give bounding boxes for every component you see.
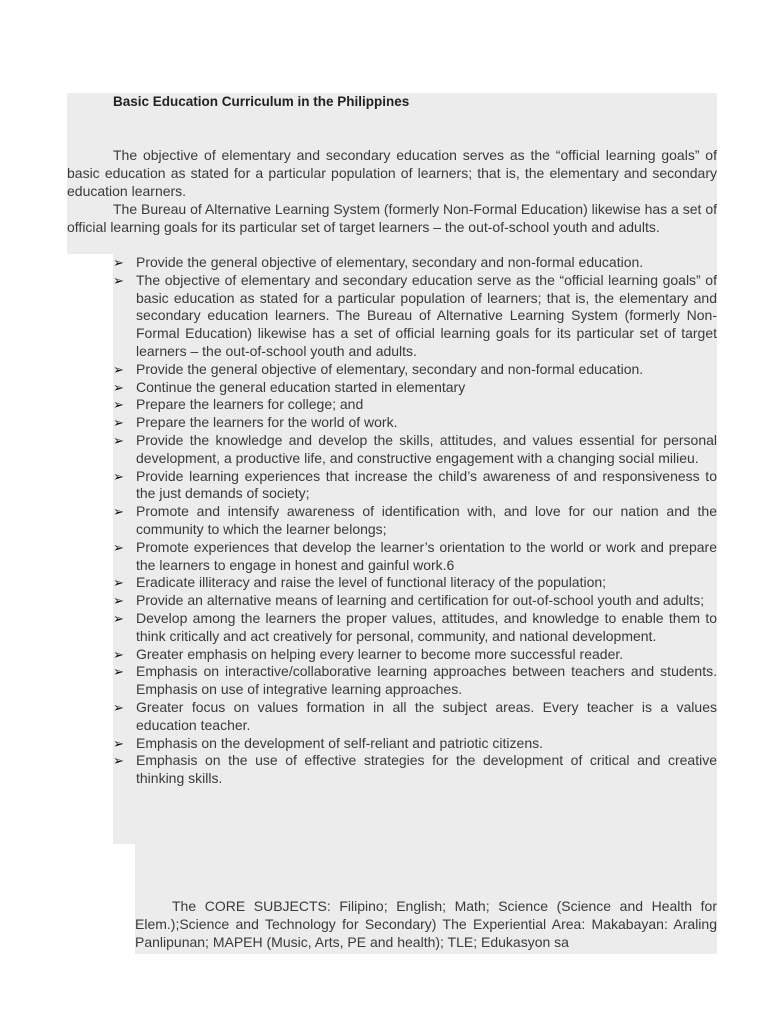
arrow-bullet-icon: ➢: [113, 379, 124, 395]
list-item: [113, 699, 717, 735]
list-item: [113, 432, 717, 468]
list-item: [113, 574, 717, 592]
arrow-bullet-icon: ➢: [113, 735, 124, 751]
list-item: [113, 735, 717, 753]
arrow-bullet-icon: ➢: [113, 593, 124, 609]
list-item: [113, 414, 717, 432]
als-paragraph: The Bureau of Alternative Learning System (formerly Non-Formal Education) likewise has a set of official learning goals for its particular set of target learners – the out-of-school youth and adults.: [67, 201, 717, 235]
list-item: [113, 254, 717, 272]
list-item-text: Provide the knowledge and develop the skills, attitudes, and values essential for personal development, a productive life, and constructive engagement with a changing social milieu.: [136, 431, 717, 466]
arrow-bullet-icon: ➢: [113, 272, 124, 288]
list-item: [113, 539, 717, 575]
arrow-bullet-icon: ➢: [113, 664, 124, 680]
list-item-text: Provide learning experiences that increase the child’s awareness of and responsiveness to the just demands of society;: [136, 467, 717, 502]
list-item-text: Continue the general education started in elementary: [136, 378, 466, 395]
arrow-bullet-icon: ➢: [113, 255, 124, 270]
list-item-text: Provide the general objective of elementary, secondary and non-formal education.: [136, 360, 644, 377]
list-item-text: Greater emphasis on helping every learner to become more successful reader.: [136, 645, 624, 662]
arrow-bullet-icon: ➢: [113, 432, 124, 448]
list-item: [113, 663, 717, 699]
list-item: [113, 503, 717, 539]
arrow-bullet-icon: ➢: [113, 397, 124, 413]
list-item: [113, 646, 717, 664]
core-subjects-paragraph: The CORE SUBJECTS: Filipino; English; Math; Science (Science and Health for Elem.);Science and Technology for Secondary) The Experiential Area: Makabayan: Araling Panlipunan; MAPEH (Music, Arts, PE and health); TLE; Edukasyon sa: [135, 898, 717, 950]
arrow-bullet-icon: ➢: [113, 361, 124, 377]
arrow-bullet-icon: ➢: [113, 610, 124, 626]
list-item-text: Emphasis on the development of self-reliant and patriotic citizens.: [136, 734, 543, 751]
arrow-bullet-icon: ➢: [113, 504, 124, 520]
list-item: [113, 396, 717, 414]
list-item-text: The objective of elementary and secondary education serve as the “official learning goals” of basic education as stated for a particular population of learners; that is, the elementary and secondary education learners. The Bureau of Alternative Learning System (formerly Non-Formal Education) likewise has a set of official learning goals for its particular set of target learners – the out-of-school youth and adults.: [136, 271, 717, 359]
list-item: [113, 752, 717, 788]
list-item: [113, 361, 717, 379]
list-item-text: Greater focus on values formation in all the subject areas. Every teacher is a values education teacher.: [136, 698, 717, 733]
list-item-text: Develop among the learners the proper values, attitudes, and knowledge to enable them to think critically and act creatively for personal, community, and national development.: [136, 609, 717, 644]
list-item-text: Promote and intensify awareness of identification with, and love for our nation and the community to which the learner belongs;: [136, 503, 717, 537]
objectives-list: [113, 254, 717, 788]
list-item-text: Provide the general objective of elementary, secondary and non-formal education.: [136, 254, 644, 270]
list-item-text: Provide an alternative means of learning and certification for out-of-school youth and adults;: [136, 592, 705, 609]
arrow-bullet-icon: ➢: [113, 415, 124, 431]
list-item: [113, 272, 717, 361]
list-item-text: Emphasis on the use of effective strategies for the development of critical and creative thinking skills.: [136, 752, 717, 787]
arrow-bullet-icon: ➢: [113, 699, 124, 715]
list-item: [113, 379, 717, 397]
list-item: [113, 468, 717, 504]
list-item: [113, 592, 717, 610]
arrow-bullet-icon: ➢: [113, 646, 124, 662]
arrow-bullet-icon: ➢: [113, 468, 124, 484]
arrow-bullet-icon: ➢: [113, 539, 124, 555]
intro-paragraph: The objective of elementary and secondary education serves as the “official learning goals” of basic education as stated for a particular population of learners; that is, the elementary and secondary education learners.: [67, 147, 717, 199]
document-title: Basic Education Curriculum in the Philippines: [113, 94, 410, 109]
list-item-text: Prepare the learners for college; and: [136, 396, 364, 413]
arrow-bullet-icon: ➢: [113, 753, 124, 769]
list-item-text: Emphasis on interactive/collaborative learning approaches between teachers and students. Emphasis on use of integrative learning approaches.: [136, 663, 717, 698]
list-item-text: Prepare the learners for the world of work.: [136, 414, 398, 431]
arrow-bullet-icon: ➢: [113, 575, 124, 591]
list-item-text: Promote experiences that develop the learner’s orientation to the world or work and prepare the learners to engage in honest and gainful work.6: [136, 538, 717, 573]
list-item: [113, 610, 717, 646]
list-item-text: Eradicate illiteracy and raise the level of functional literacy of the population;: [136, 574, 607, 591]
